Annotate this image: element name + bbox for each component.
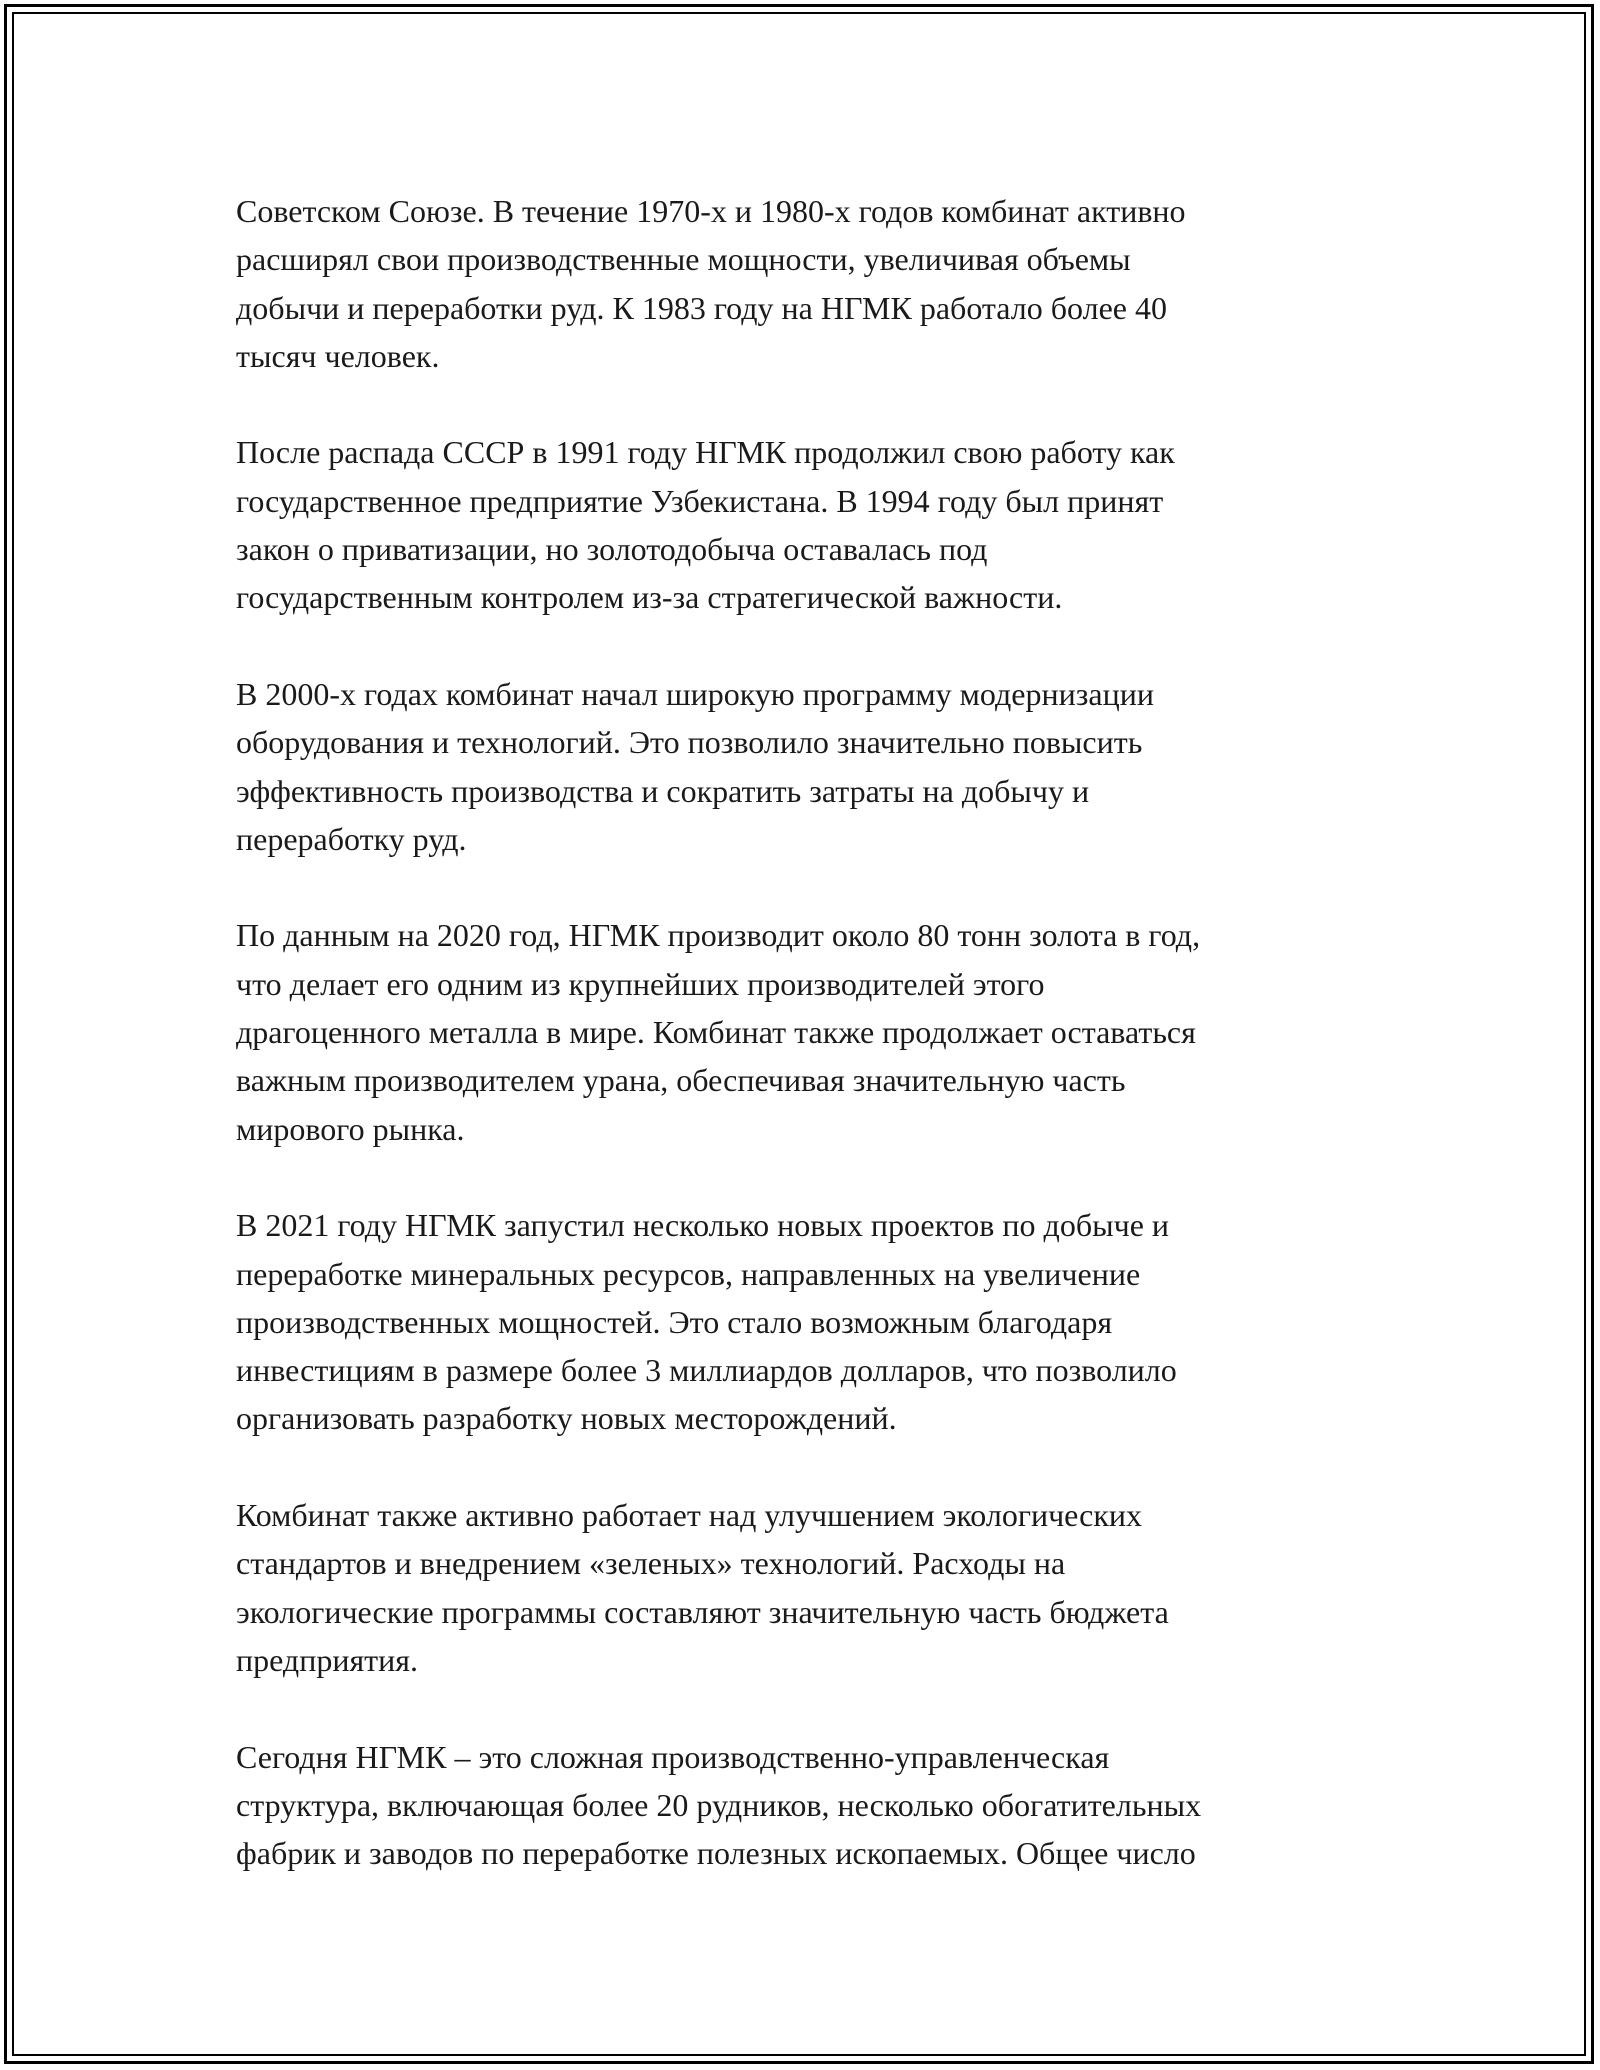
paragraph: Сегодня НГМК – это сложная производственно-управленческая структура, включающая более 20 рудников, несколько обогатительных фабрик и заводов по переработке полезных ископаемых. Общее число [236, 1738, 1202, 1872]
paragraph: Комбинат также активно работает над улучшением экологических стандартов и внедрением «зеленых» технологий. Расходы на экологические программы составляют значительную часть бюджета предприятия. [236, 1497, 1169, 1678]
paragraph: Советском Союзе. В течение 1970-х и 1980-х годов комбинат активно расширял свои производственные мощности, увеличивая объемы добычи и переработки руд. К 1983 году на НГМК работало более 40 тысяч человек. [236, 193, 1186, 374]
paragraph: После распада СССР в 1991 году НГМК продолжил свою работу как государственное предприятие Узбекистана. В 1994 году был принят закон о приватизации, но золотодобыча оставалась под государственным контролем из-за стратегической важности. [236, 434, 1175, 616]
paragraph: В 2000-х годах комбинат начал широкую программу модернизации оборудования и технологий. Это позволило значительно повысить эффективность производства и сократить затраты на добычу и переработку руд. [236, 675, 1154, 857]
paragraph: В 2021 году НГМК запустил несколько новых проектов по добыче и переработке минеральных ресурсов, направленных на увеличение производственных мощностей. Это стало возможным благодаря инвестициям в размере более 3 миллиардов долларов, что позволило организовать разработку новых месторождений. [236, 1207, 1177, 1437]
document-body [236, 187, 1376, 1877]
paragraph: По данным на 2020 год, НГМК производит около 80 тонн золота в год, что делает его одним из крупнейших производителей этого драгоценного металла в мире. Комбинат также продолжает оставаться важным производителем урана, обеспечивая значительную часть мирового рынка. [236, 917, 1201, 1147]
